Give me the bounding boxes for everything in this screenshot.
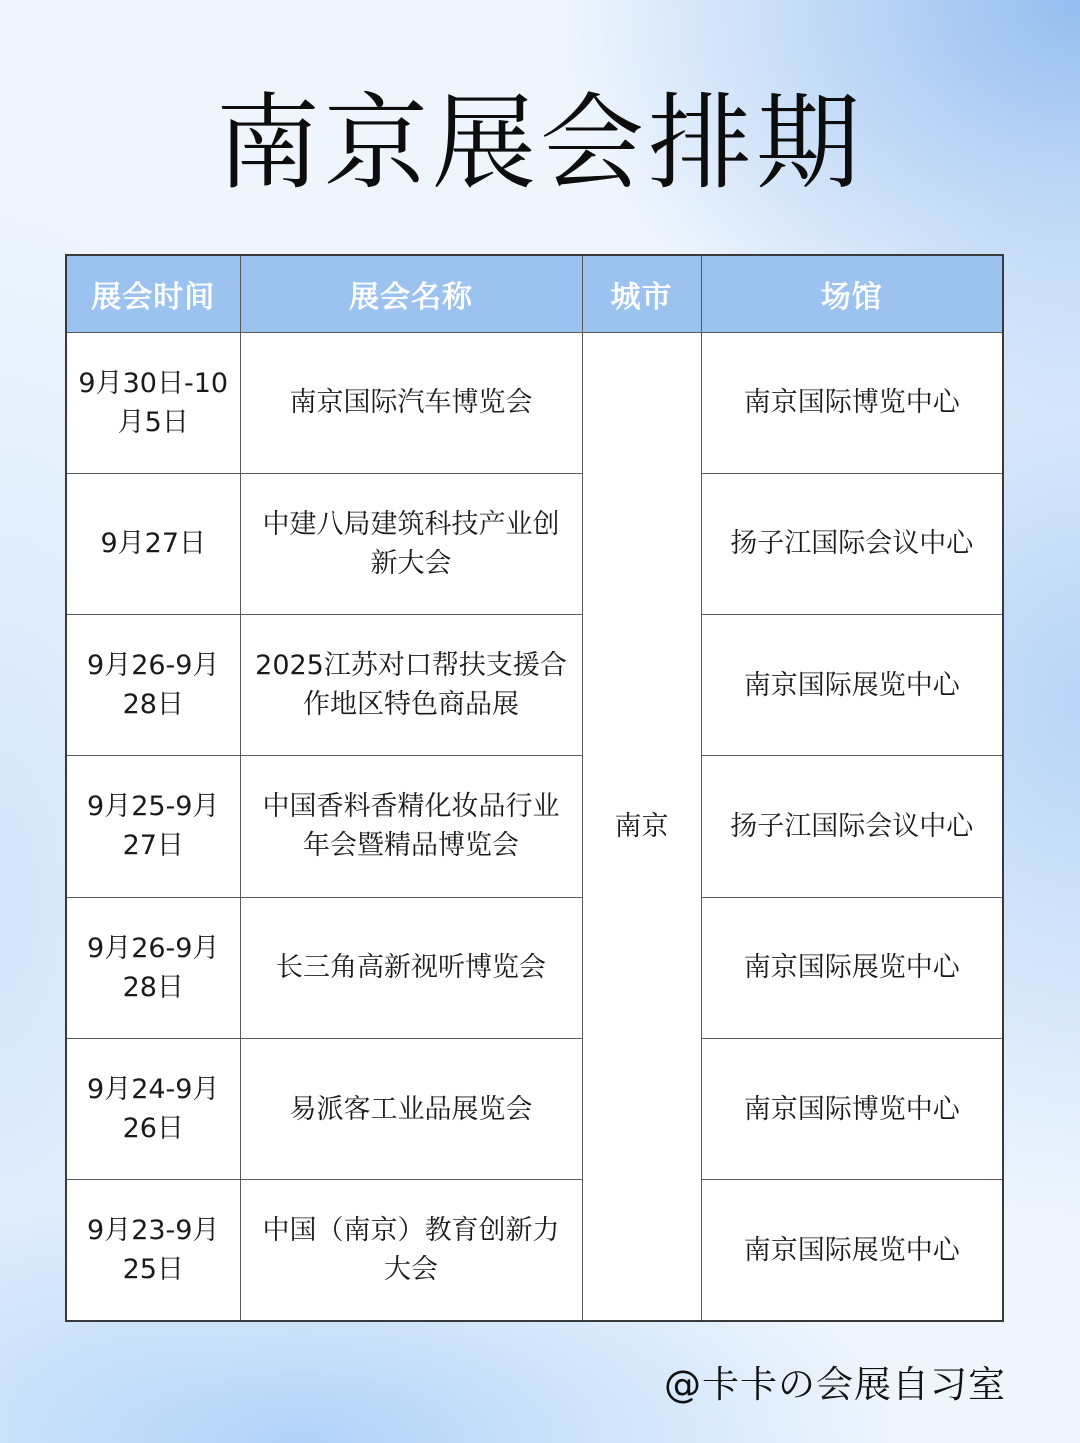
table-row xyxy=(66,473,1003,614)
cell-time: 9月26-9月28日 xyxy=(66,897,240,1038)
table-row xyxy=(66,897,1003,1038)
cell-time: 9月30日-10月5日 xyxy=(66,332,240,473)
cell-time: 9月26-9月28日 xyxy=(66,615,240,756)
cell-venue: 南京国际展览中心 xyxy=(701,897,1003,1038)
cell-name: 中国香料香精化妆品行业年会暨精品博览会 xyxy=(240,756,582,897)
cell-time: 9月24-9月26日 xyxy=(66,1038,240,1179)
table-row xyxy=(66,1038,1003,1179)
cell-time: 9月27日 xyxy=(66,473,240,614)
table-row xyxy=(66,756,1003,897)
cell-venue: 南京国际博览中心 xyxy=(701,332,1003,473)
cell-name: 2025江苏对口帮扶支援合作地区特色商品展 xyxy=(240,615,582,756)
cell-venue: 扬子江国际会议中心 xyxy=(701,756,1003,897)
table-row xyxy=(66,1180,1003,1321)
cell-venue: 南京国际展览中心 xyxy=(701,1180,1003,1321)
cell-name: 中国（南京）教育创新力大会 xyxy=(240,1180,582,1321)
page-title: 南京展会排期 xyxy=(215,82,864,204)
table-row xyxy=(66,615,1003,756)
cell-time: 9月25-9月27日 xyxy=(66,756,240,897)
author-watermark: @卡卡の会展自习室 xyxy=(664,1363,1006,1406)
cell-name: 南京国际汽车博览会 xyxy=(240,332,582,473)
header-venue: 场馆 xyxy=(701,255,1003,332)
cell-venue: 南京国际博览中心 xyxy=(701,1038,1003,1179)
header-time: 展会时间 xyxy=(66,255,240,332)
cell-time: 9月23-9月25日 xyxy=(66,1180,240,1321)
table-header-row xyxy=(66,255,1003,332)
exhibition-schedule-table xyxy=(65,254,1004,1322)
header-name: 展会名称 xyxy=(240,255,582,332)
cell-name: 中建八局建筑科技产业创新大会 xyxy=(240,473,582,614)
cell-name: 长三角高新视听博览会 xyxy=(240,897,582,1038)
cell-venue: 扬子江国际会议中心 xyxy=(701,473,1003,614)
cell-city: 南京 xyxy=(582,332,701,1321)
header-city: 城市 xyxy=(582,255,701,332)
cell-venue: 南京国际展览中心 xyxy=(701,615,1003,756)
table-row xyxy=(66,332,1003,473)
cell-name: 易派客工业品展览会 xyxy=(240,1038,582,1179)
